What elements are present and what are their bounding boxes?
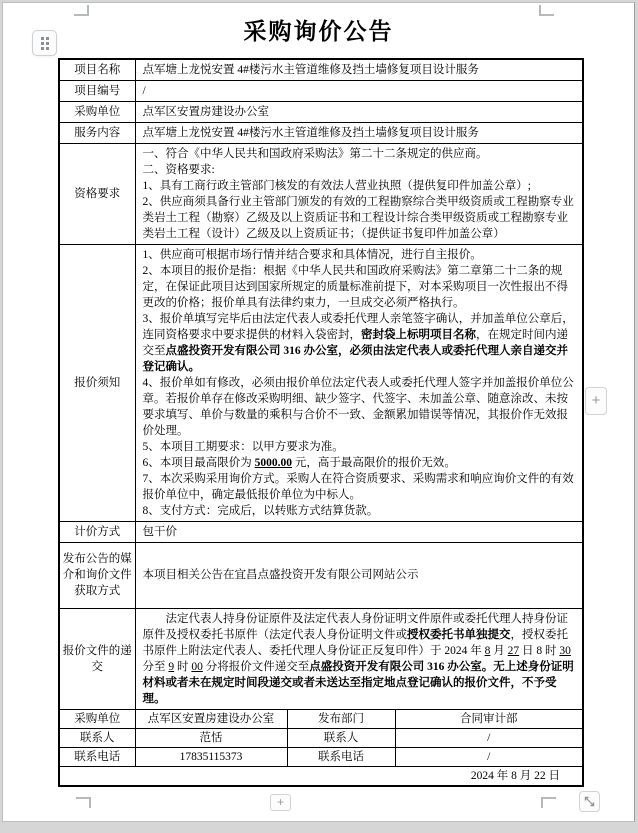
phone-right-label: 联系电话 bbox=[287, 747, 395, 766]
contact-right-label: 联系人 bbox=[287, 728, 395, 747]
add-column-button[interactable]: + bbox=[585, 387, 607, 415]
project-number-value: / bbox=[135, 80, 583, 101]
purchaser-label: 采购单位 bbox=[59, 101, 135, 122]
row-footer-contact bbox=[59, 728, 583, 747]
row-submission bbox=[59, 608, 583, 709]
quote-notice-label: 报价须知 bbox=[59, 244, 135, 521]
row-announcement-media bbox=[59, 542, 583, 608]
text-boundary-mark-top-right bbox=[539, 5, 554, 16]
row-project-number bbox=[59, 80, 583, 101]
row-quote-notice bbox=[59, 244, 583, 521]
submission-label: 报价文件的递交 bbox=[59, 608, 135, 709]
row-pricing-method bbox=[59, 521, 583, 542]
footer-publish-dept-value: 合同审计部 bbox=[395, 709, 583, 728]
service-content-value: 点军塘上龙悦安置 4#楼污水主管道维修及挡土墙修复项目设计服务 bbox=[135, 122, 583, 143]
resize-diagonal-icon bbox=[584, 796, 595, 807]
drag-dots-icon bbox=[41, 37, 49, 50]
page-title: 采购询价公告 bbox=[243, 19, 394, 44]
text-boundary-mark-bottom-right bbox=[541, 797, 556, 808]
footer-purchaser-label: 采购单位 bbox=[59, 709, 135, 728]
project-number-label: 项目编号 bbox=[59, 80, 135, 101]
quote-notice-content: 1、供应商可根据市场行情并结合要求和具体情况，进行自主报价。 2、本项目的报价是指：根据《中华人民共和国政府采购法》第二章第二十二条的规定，在保证此项目达到国家所规定的质量标准前提下，对本采购项目一次性报出不得更改的价格；报价单具有法律约束力，一旦成交必须严格执行。 3、报价单填写完毕后由法定代表人或委托代理人亲笔签字确认，并加盖单位公章后，连同资格要求中要求提供的材料入袋密封，密封袋上标明项目名称，在规定时间内递交至点盛投资开发有限公司 316 办公室，必须由法定代表人或委托代理人亲自递交并登记确认。 4、报价单如有修改，必须由报价单位法定代表人或委托代理人签字并加盖报价单位公章。若报价单存在修改采购明细、缺少签字、代签字、未加盖公章、随意涂改、未按要求填写、单价与数量的乘积与合价不一致、金额累加错误等情况，其报价作无效报价处理。 5、本项目工期要求：以甲方要求为准。 6、本项目最高限价为 5000.00 元，高于最高限价的报价无效。 7、本次采购采用询价方式。采购人在符合资质要求、采购需求和响应询价文件的有效报价单位中，确定最低报价单位为中标人。 8、支付方式：完成后，以转账方式结算货款。 bbox=[135, 244, 583, 521]
contact-left-label: 联系人 bbox=[59, 728, 135, 747]
phone-left-label: 联系电话 bbox=[59, 747, 135, 766]
row-purchaser bbox=[59, 101, 583, 122]
announcement-date: 2024 年 8 月 22 日 bbox=[59, 766, 583, 786]
project-name-label: 项目名称 bbox=[59, 59, 135, 80]
row-service-content bbox=[59, 122, 583, 143]
add-row-button[interactable]: + bbox=[270, 794, 291, 811]
text-boundary-mark-top-left bbox=[74, 5, 89, 16]
row-date bbox=[59, 766, 583, 786]
project-name-value: 点军塘上龙悦安置 4#楼污水主管道维修及挡土墙修复项目设计服务 bbox=[135, 59, 583, 80]
pricing-method-label: 计价方式 bbox=[59, 521, 135, 542]
submission-content: 法定代表人持身份证原件及法定代表人身份证明文件原件或委托代理人持身份证原件及授权委托书原件（法定代表人身份证明文件或授权委托书单独提交，授权委托书原件上附法定代表人、委托代理人身份证正反复印件）于 2024 年 8 月 27 日 8 时 30 分至 9 时 00 分将报价文件递交至点盛投资开发有限公司 316 办公室。无上述身份证明材料或者未在规定时间段递交或者未送达至指定地点登记确认的报价文件，不予受理。 bbox=[135, 608, 583, 709]
contact-right-value: / bbox=[395, 728, 583, 747]
row-footer-phone bbox=[59, 747, 583, 766]
announcement-media-value: 本项目相关公告在宜昌点盛投资开发有限公司网站公示 bbox=[135, 542, 583, 608]
announcement-media-label: 发布公告的媒介和询价文件获取方式 bbox=[59, 542, 135, 608]
row-project-name bbox=[59, 59, 583, 80]
row-qualification bbox=[59, 143, 583, 244]
purchaser-value: 点军区安置房建设办公室 bbox=[135, 101, 583, 122]
contact-left-value: 范恬 bbox=[135, 728, 287, 747]
qualification-label: 资格要求 bbox=[59, 143, 135, 244]
qualification-content: 一、符合《中华人民共和国政府采购法》第二十二条规定的供应商。 二、资格要求: 1、具有工商行政主管部门核发的有效法人营业执照（提供复印件加盖公章）; 2、供应商须具备行业主管部门颁发的有效的工程勘察综合类甲级资质或工程勘察专业类岩土工程（勘察）乙级及以上资质证书和工程设计综合类甲级资质或工程勘察专业类岩土工程（设计）乙级及以上资质证书；（提供证书复印件加盖公章） bbox=[135, 143, 583, 244]
footer-publish-dept-label: 发布部门 bbox=[287, 709, 395, 728]
pricing-method-value: 包干价 bbox=[135, 521, 583, 542]
table-drag-handle[interactable] bbox=[32, 30, 57, 56]
text-boundary-mark-bottom-left bbox=[76, 797, 91, 808]
row-footer-unit bbox=[59, 709, 583, 728]
announcement-table bbox=[58, 58, 584, 787]
table-resize-button[interactable] bbox=[579, 791, 600, 812]
service-content-label: 服务内容 bbox=[59, 122, 135, 143]
phone-left-value: 17835115373 bbox=[135, 747, 287, 766]
phone-right-value: / bbox=[395, 747, 583, 766]
document-page bbox=[2, 2, 635, 822]
footer-purchaser-value: 点军区安置房建设办公室 bbox=[135, 709, 287, 728]
